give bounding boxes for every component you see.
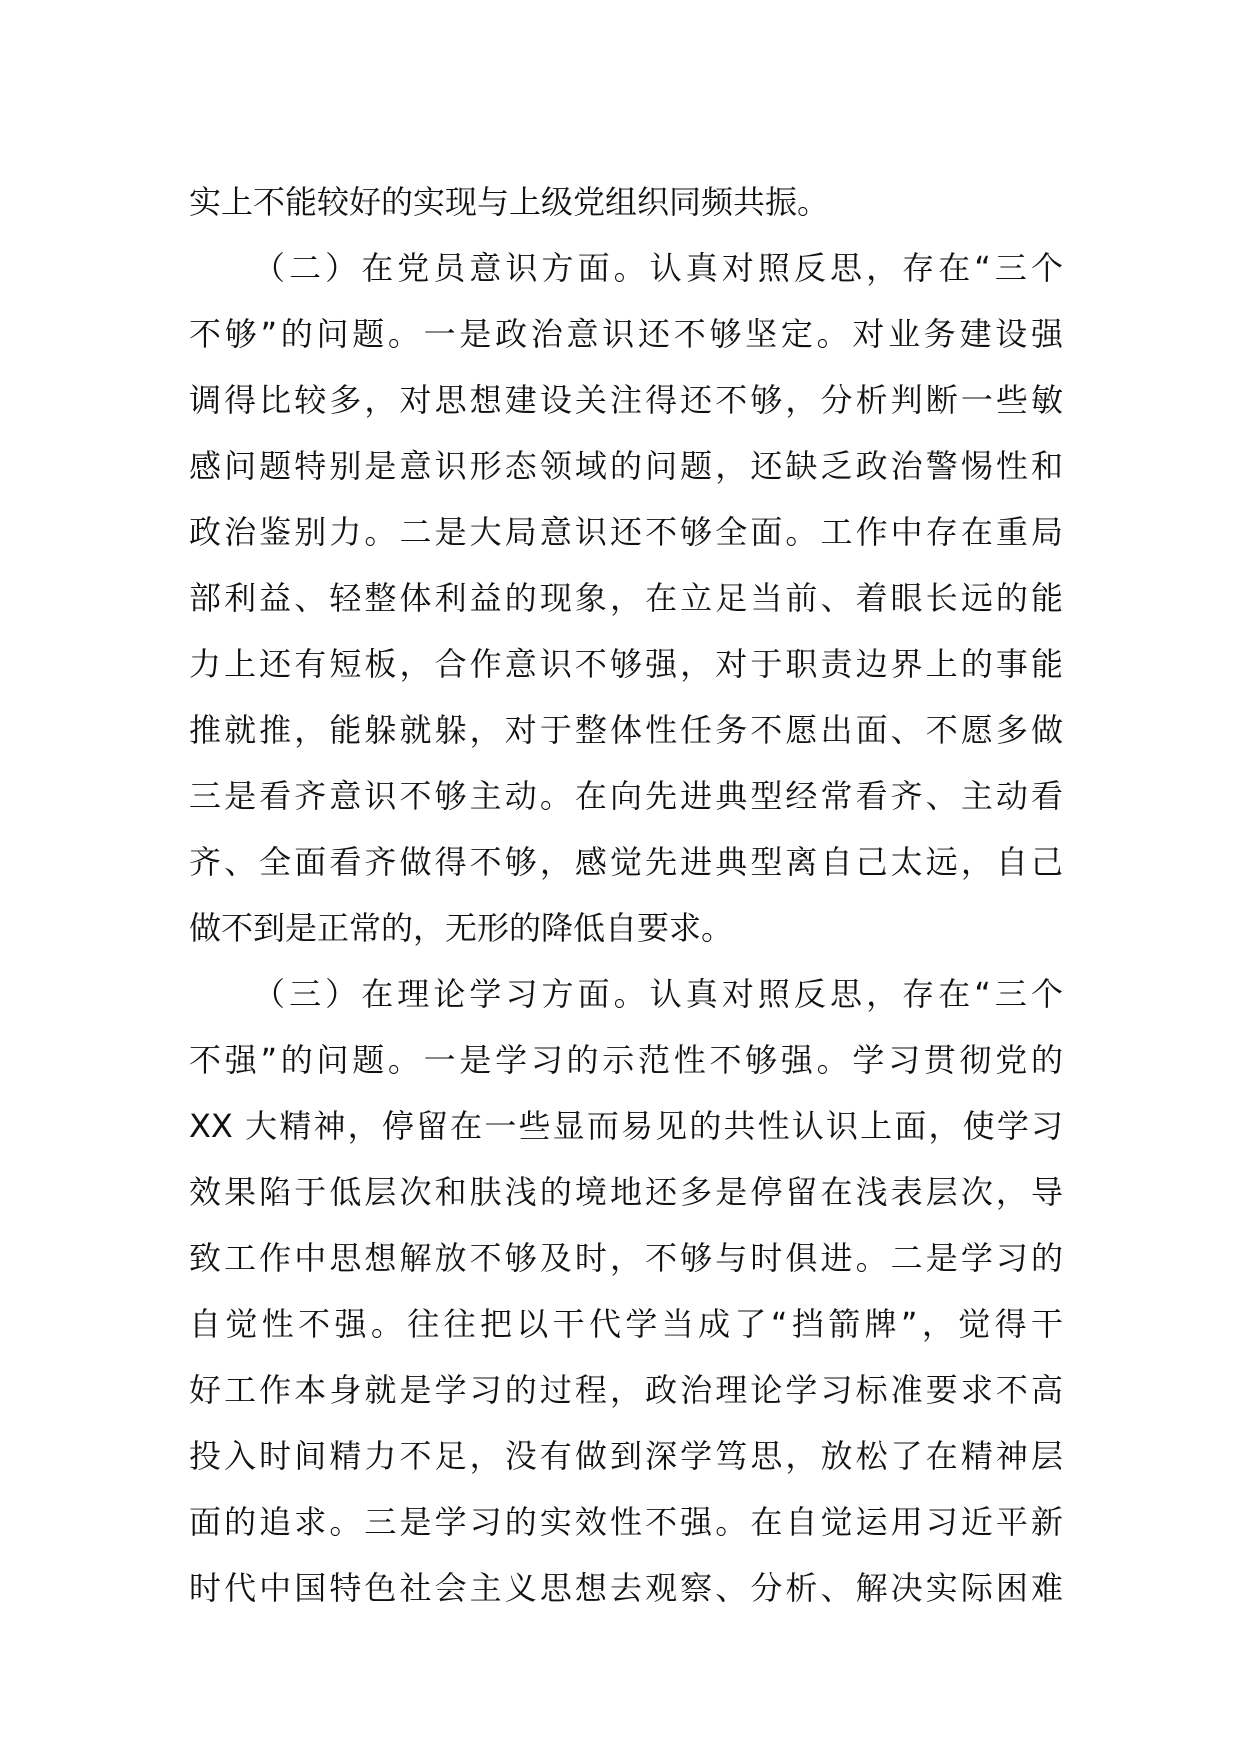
text-line: 感问题特别是意识形态领域的问题，还缺乏政治警惕性和	[189, 447, 1063, 485]
text-line: 推就推，能躲就躲，对于整体性任务不愿出面、不愿多做	[189, 711, 1063, 749]
text-line: XX 大精神，停留在一些显而易见的共性认识上面，使学习	[189, 1107, 1063, 1145]
text-line: 好工作本身就是学习的过程，政治理论学习标准要求不高	[189, 1371, 1063, 1409]
text-line: 致工作中思想解放不够及时，不够与时俱进。二是学习的	[189, 1239, 1063, 1277]
text-line: 力上还有短板，合作意识不够强，对于职责边界上的事能	[189, 645, 1063, 683]
text-line: 面的追求。三是学习的实效性不强。在自觉运用习近平新	[189, 1503, 1063, 1541]
text-line: 时代中国特色社会主义思想去观察、分析、解决实际困难	[189, 1569, 1063, 1607]
text-line: 效果陷于低层次和肤浅的境地还多是停留在浅表层次，导	[189, 1173, 1063, 1211]
text-line: 齐、全面看齐做得不够，感觉先进典型离自己太远，自己	[189, 843, 1063, 881]
text-line: 部利益、轻整体利益的现象，在立足当前、着眼长远的能	[189, 579, 1063, 617]
text-line: 不够”的问题。一是政治意识还不够坚定。对业务建设强	[189, 315, 1063, 353]
text-line: 三是看齐意识不够主动。在向先进典型经常看齐、主动看	[189, 777, 1063, 815]
text-line: 实上不能较好的实现与上级党组织同频共振。	[189, 183, 830, 221]
text-line: 做不到是正常的，无形的降低自要求。	[189, 909, 734, 947]
text-line: 不强”的问题。一是学习的示范性不够强。学习贯彻党的	[189, 1041, 1063, 1079]
text-line: 自觉性不强。往往把以干代学当成了“挡箭牌”，觉得干	[189, 1305, 1063, 1343]
body-text	[189, 169, 1063, 1621]
text-line: 投入时间精力不足，没有做到深学笃思，放松了在精神层	[189, 1437, 1063, 1475]
text-line: 调得比较多，对思想建设关注得还不够，分析判断一些敏	[189, 381, 1063, 419]
text-line: 政治鉴别力。二是大局意识还不够全面。工作中存在重局	[189, 513, 1063, 551]
section-3-heading-line: （三）在理论学习方面。认真对照反思，存在“三个	[253, 975, 1063, 1013]
section-2-heading-line: （二）在党员意识方面。认真对照反思，存在“三个	[253, 249, 1063, 287]
